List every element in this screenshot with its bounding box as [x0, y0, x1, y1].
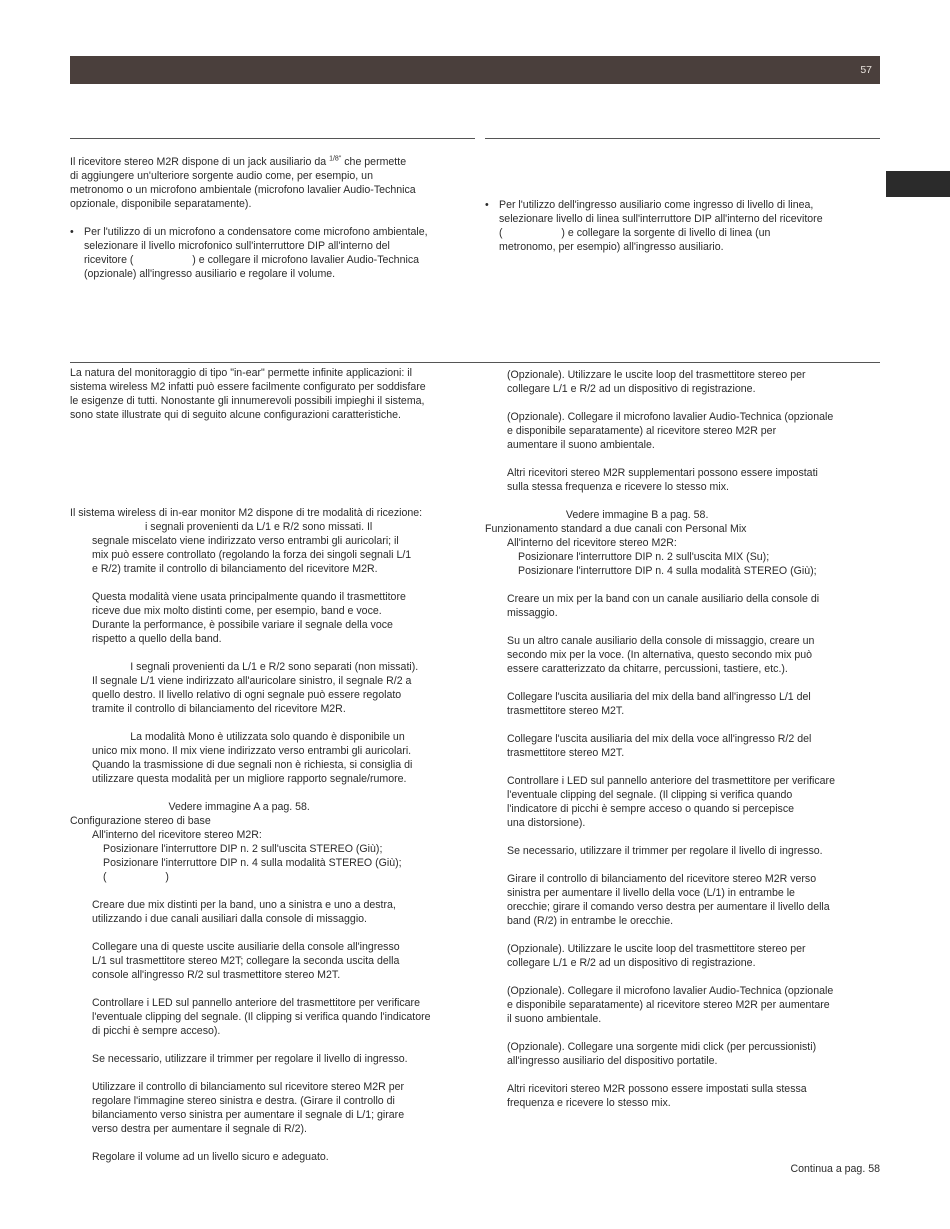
text-line: Altri ricevitori stereo M2R possono essere impostati sulla stessa: [507, 1083, 807, 1095]
text-line: riceve due mix molto distinti come, per esempio, band e voce.: [92, 605, 382, 617]
text-line: Posizionare l'interruttore DIP n. 2 sull'uscita MIX (Su);: [518, 551, 770, 563]
text-line: trasmettitore stereo M2T.: [507, 747, 625, 759]
text-line: Posizionare l'interruttore DIP n. 4 sulla modalità STEREO (Giù);: [103, 857, 402, 869]
text-line: Collegare l'uscita ausiliaria del mix della band all'ingresso L/1 del: [507, 691, 811, 703]
text-line: (Opzionale). Utilizzare le uscite loop del trasmettitore stereo per: [507, 943, 806, 955]
text-line: sinistra per aumentare il livello della voce (L/1) in entrambe le: [507, 887, 795, 899]
text-line: opzionale, disponibile separatamente).: [70, 198, 252, 210]
text-line: Controllare i LED sul pannello anteriore del trasmettitore per verificare: [92, 997, 420, 1009]
text-line: Vedere immagine A a pag. 58.: [92, 801, 310, 813]
text-line: (Opzionale). Collegare il microfono lavalier Audio-Technica (opzionale: [507, 985, 834, 997]
text-line: le esigenze di tutti. Nonostante gli innumerevoli possibili impieghi il sistema,: [70, 395, 425, 407]
text-line: regolare l'immagine stereo sinistra e destra. (Girare il controllo di: [92, 1095, 395, 1107]
continue-note: Continua a pag. 58: [790, 1163, 880, 1175]
text-line: Il sistema wireless di in-ear monitor M2 dispone di tre modalità di ricezione:: [70, 507, 423, 519]
text-line: All'interno del ricevitore stereo M2R:: [507, 537, 677, 549]
text-line: Regolare il volume ad un livello sicuro e adeguato.: [92, 1151, 329, 1163]
text-line: una distorsione).: [507, 817, 586, 829]
text-line: Collegare l'uscita ausiliaria del mix della voce all'ingresso R/2 del: [507, 733, 812, 745]
text-line: Funzionamento standard a due canali con Personal Mix: [485, 523, 747, 535]
text-line: aumentare il suono ambientale.: [507, 439, 655, 451]
text-line: all'ingresso ausiliario del dispositivo portatile.: [507, 1055, 718, 1067]
text-line: e disponibile separatamente) al ricevitore stereo M2R per aumentare: [507, 999, 830, 1011]
text-line: ( ): [103, 871, 169, 883]
text-line: di aggiungere un'ulteriore sorgente audio come, per esempio, un: [70, 170, 373, 182]
text-line: All'interno del ricevitore stereo M2R:: [92, 829, 262, 841]
bullet-icon: •: [70, 226, 74, 238]
bullet-icon: •: [485, 199, 489, 211]
text-line: Girare il controllo di bilanciamento del ricevitore stereo M2R verso: [507, 873, 817, 885]
text-line: trasmettitore stereo M2T.: [507, 705, 625, 717]
section-rule-config: [70, 362, 880, 363]
text-line: selezionare livello di linea sull'interruttore DIP all'interno del ricevitore: [499, 213, 823, 225]
text-line: Se necessario, utilizzare il trimmer per regolare il livello di ingresso.: [507, 845, 823, 857]
text-line: console all'ingresso R/2 sul trasmettitore stereo M2T.: [92, 969, 341, 981]
page-number: 57: [860, 64, 872, 76]
text-line: Altri ricevitori stereo M2R supplementari possono essere impostati: [507, 467, 818, 479]
config-right-column: [485, 368, 835, 1110]
text-line: Quando la trasmissione di due segnali non è richiesta, si consiglia di: [92, 759, 413, 771]
text-line: rispetto a quello della band.: [92, 633, 222, 645]
text-line: mix può essere controllato (regolando la forza dei singoli segnali L/1: [92, 549, 412, 561]
section-rule-left: [70, 138, 475, 139]
page-header-bar: [70, 56, 880, 84]
text-line: collegare L/1 e R/2 ad un dispositivo di registrazione.: [507, 957, 756, 969]
text-line: metronomo o un microfono ambientale (microfono lavalier Audio-Technica: [70, 184, 416, 196]
text-line: L/1 sul trasmettitore stereo M2T; collegare la seconda uscita della: [92, 955, 400, 967]
text-line: Posizionare l'interruttore DIP n. 2 sull'uscita STEREO (Giù);: [103, 843, 383, 855]
text-line: Il segnale L/1 viene indirizzato all'auricolare sinistro, il segnale R/2 a: [92, 675, 412, 687]
text-line: band (R/2) in entrambe le orecchie.: [507, 915, 674, 927]
text-line: l'eventuale clipping del segnale. (Il clipping si verifica quando l'indicatore: [92, 1011, 431, 1023]
text-line: collegare L/1 e R/2 ad un dispositivo di registrazione.: [507, 383, 756, 395]
text-line: ( ) e collegare la sorgente di livello di linea (un: [499, 227, 771, 239]
text-line: segnale miscelato viene indirizzato verso entrambi gli auricolari; il: [92, 535, 399, 547]
config-intro: [70, 366, 426, 422]
text-line: Questa modalità viene usata principalmente quando il trasmettitore: [92, 591, 406, 603]
text-line: l'indicatore di picchi è sempre acceso o quando si percepisce: [507, 803, 795, 815]
text-line: unico mix mono. Il mix viene indirizzato verso entrambi gli auricolari.: [92, 745, 412, 757]
text-line: ricevitore ( ) e collegare il microfono lavalier Audio-Technica: [84, 254, 420, 266]
text-line: I segnali provenienti da L/1 e R/2 sono separati (non missati).: [92, 661, 419, 673]
text-line: selezionare il livello microfonico sull'interruttore DIP all'interno del: [84, 240, 390, 252]
text-line: (Opzionale). Collegare una sorgente midi click (per percussionisti): [507, 1041, 817, 1053]
text-line: Il ricevitore stereo M2R dispone di un jack ausiliario da $^{1/8"}$ che permette: [70, 155, 407, 168]
text-line: metronomo, per esempio) all'ingresso ausiliario.: [499, 241, 724, 253]
text-line: l'eventuale clipping del segnale. (Il clipping si verifica quando: [507, 789, 793, 801]
text-line: sulla stessa frequenza e ricevere lo stesso mix.: [507, 481, 729, 493]
aux-intro: [70, 155, 416, 211]
text-line: secondo mix per la voce. (In alternativa, questo secondo mix può: [507, 649, 813, 661]
text-line: i segnali provenienti da L/1 e R/2 sono missati. Il: [92, 521, 373, 533]
text-line: Creare un mix per la band con un canale ausiliario della console di: [507, 593, 820, 605]
text-line: utilizzando i due canali ausiliari dalla console di missaggio.: [92, 913, 368, 925]
text-line: (Opzionale). Collegare il microfono lavalier Audio-Technica (opzionale: [507, 411, 834, 423]
text-line: bilanciamento verso sinistra per aumentare il segnale di L/1; girare: [92, 1109, 405, 1121]
text-line: verso destra per aumentare il segnale di R/2).: [92, 1123, 307, 1135]
text-line: La modalità Mono è utilizzata solo quando è disponibile un: [92, 731, 405, 743]
text-line: quello destro. Il livello relativo di ogni segnale può essere regolato: [92, 689, 402, 701]
text-line: Vedere immagine B a pag. 58.: [507, 509, 709, 521]
text-line: Se necessario, utilizzare il trimmer per regolare il livello di ingresso.: [92, 1053, 408, 1065]
section-rule-right: [485, 138, 880, 139]
text-line: La natura del monitoraggio di tipo "in-ear" permette infinite applicazioni: il: [70, 367, 413, 379]
text-line: utilizzare questa modalità per un migliore rapporto segnale/rumore.: [92, 773, 407, 785]
text-line: Configurazione stereo di base: [70, 815, 211, 827]
text-line: Collegare una di queste uscite ausiliarie della console all'ingresso: [92, 941, 400, 953]
text-line: Utilizzare il controllo di bilanciamento sul ricevitore stereo M2R per: [92, 1081, 405, 1093]
text-line: orecchie; girare il comando verso destra per aumentare il livello della: [507, 901, 830, 913]
text-line: di picchi è sempre acceso).: [92, 1025, 221, 1037]
section-tab-marker: [886, 171, 950, 197]
text-line: e disponibile separatamente) al ricevitore stereo M2R per: [507, 425, 777, 437]
text-line: missaggio.: [507, 607, 558, 619]
text-line: Per l'utilizzo dell'ingresso ausiliario come ingresso di livello di linea,: [499, 199, 814, 211]
config-modes: [70, 506, 431, 1164]
text-line: essere caratterizzato da chitarre, percussioni, tastiere, etc.).: [507, 663, 788, 675]
text-line: Controllare i LED sul pannello anteriore del trasmettitore per verificare: [507, 775, 835, 787]
text-line: Posizionare l'interruttore DIP n. 4 sulla modalità STEREO (Giù);: [518, 565, 817, 577]
text-line: sono state illustrate qui di seguito alcune configurazioni caratteristiche.: [70, 409, 401, 421]
text-line: frequenza e ricevere lo stesso mix.: [507, 1097, 671, 1109]
text-line: Per l'utilizzo di un microfono a condensatore come microfono ambientale,: [84, 226, 428, 238]
text-line: (Opzionale). Utilizzare le uscite loop del trasmettitore stereo per: [507, 369, 806, 381]
text-line: il suono ambientale.: [507, 1013, 602, 1025]
text-line: tramite il controllo di bilanciamento del ricevitore M2R.: [92, 703, 346, 715]
text-line: e R/2) tramite il controllo di bilanciamento del ricevitore M2R.: [92, 563, 378, 575]
text-line: Creare due mix distinti per la band, uno a sinistra e uno a destra,: [92, 899, 396, 911]
text-line: Su un altro canale ausiliario della console di missaggio, creare un: [507, 635, 815, 647]
aux-bullet-line: [485, 198, 950, 254]
text-line: (opzionale) all'ingresso ausiliario e regolare il volume.: [84, 268, 336, 280]
text-line: sistema wireless M2 infatti può essere facilmente configurato per soddisfare: [70, 381, 426, 393]
text-line: Durante la performance, è possibile variare il segnale della voce: [92, 619, 393, 631]
